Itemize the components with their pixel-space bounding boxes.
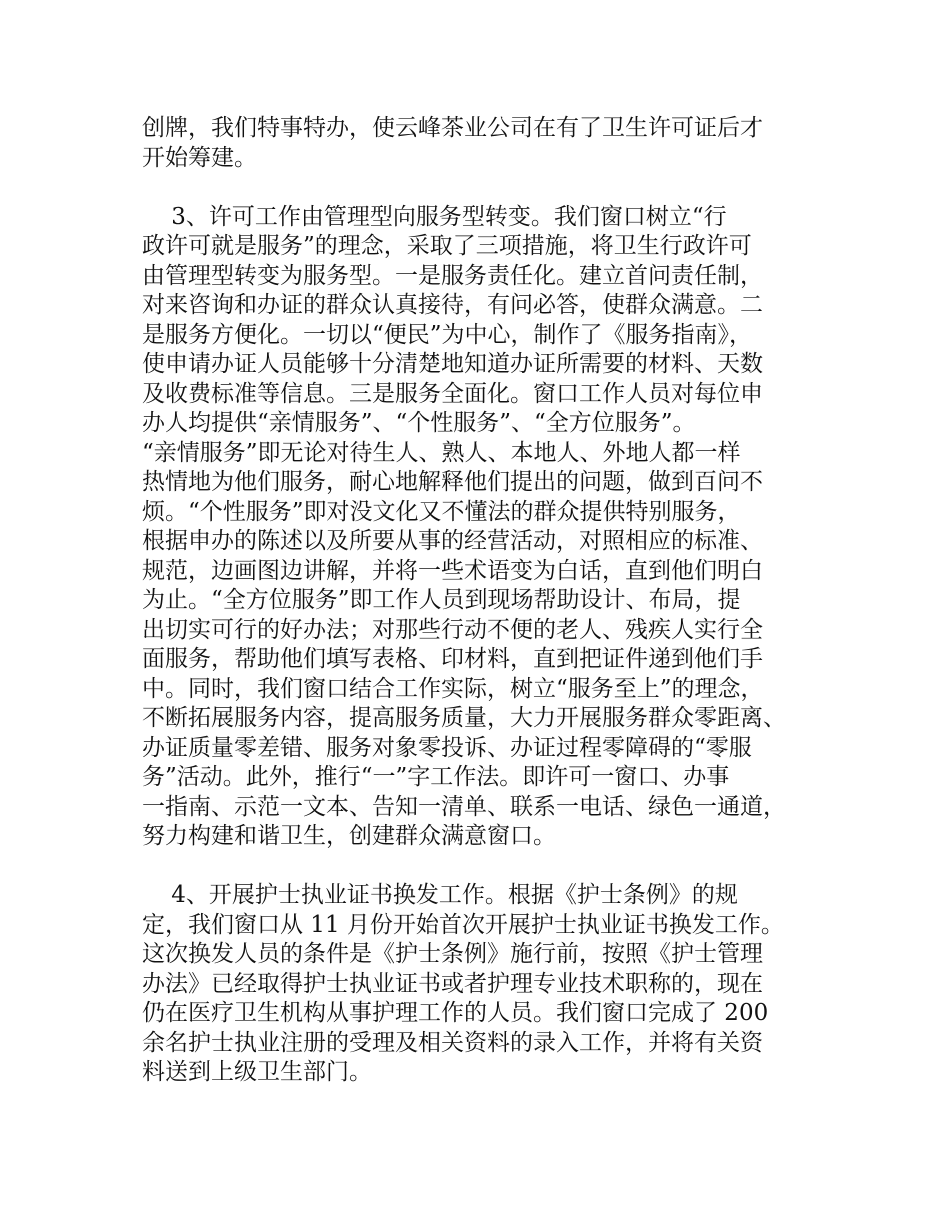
text-line: 对来咨询和办证的群众认真接待，有问必答，使群众满意。二 (142, 292, 763, 318)
text-line: 面服务，帮助他们填写表格、印材料，直到把证件递到他们手 (142, 646, 763, 672)
document-body (142, 114, 842, 1088)
text-line: 烦。“个性服务”即对没文化又不懂法的群众提供特别服务， (142, 498, 741, 525)
text-line: 中。同时，我们窗口结合工作实际，树立“服务至上”的理念， (142, 675, 764, 702)
text-line: 一指南、示范一文本、告知一清单、联系一电话、绿色一通道， (142, 793, 786, 820)
text-line: 这次换发人员的条件是《护士条例》施行前，按照《护士管理 (142, 941, 763, 967)
text-line: 定，我们窗口从 11 月份开始首次开展护士执业证书换发工作。 (142, 911, 784, 938)
text-line: 政许可就是服务”的理念，采取了三项措施，将卫生行政许可 (142, 233, 752, 259)
text-line: 为止。“全方位服务”即工作人员到现场帮助设计、布局，提 (142, 587, 741, 613)
intro-paragraph (142, 114, 842, 173)
text-line: 余名护士执业注册的受理及相关资料的录入工作，并将有关资 (142, 1029, 763, 1056)
text-line: 是服务方便化。一切以“便民”为中心，制作了《服务指南》， (142, 321, 753, 348)
text-line: 料送到上级卫生部门。 (142, 1059, 372, 1085)
text-line: 使申请办证人员能够十分清楚地知道办证所需要的材料、天数 (142, 351, 763, 377)
text-line: 努力构建和谐卫生，创建群众满意窗口。 (142, 823, 556, 849)
text-line: 及收费标准等信息。三是服务全面化。窗口工作人员对每位申 (142, 380, 763, 407)
text-line: 创牌，我们特事特办，使云峰茶业公司在有了卫生许可证后才 (142, 115, 763, 141)
paragraph-gap (142, 173, 842, 203)
text-line: 务”活动。此外，推行“一”字工作法。即许可一窗口、办事 (142, 764, 730, 790)
text-line: 3、许可工作由管理型向服务型转变。我们窗口树立“行 (142, 203, 727, 230)
text-line: 办证质量零差错、服务对象零投诉、办证过程零障碍的“零服 (142, 734, 752, 761)
text-line: 根据申办的陈述以及所要从事的经营活动，对照相应的标准、 (142, 528, 763, 554)
text-line: “亲情服务”即无论对待生人、熟人、本地人、外地人都一样 (142, 439, 741, 466)
paragraph-gap (142, 852, 842, 882)
text-line: 办人均提供“亲情服务”、“个性服务”、“全方位服务”。 (142, 410, 696, 436)
text-line: 开始筹建。 (142, 144, 257, 171)
text-line: 规范，边画图边讲解，并将一些术语变为白话，直到他们明白 (142, 557, 763, 584)
text-line: 出切实可行的好办法；对那些行动不便的老人、残疾人实行全 (142, 616, 763, 643)
section-4-paragraph (142, 881, 842, 1088)
text-line: 不断拓展服务内容，提高服务质量，大力开展服务群众零距离、 (142, 705, 786, 731)
section-3-paragraph (142, 203, 842, 852)
text-line: 仍在医疗卫生机构从事护理工作的人员。我们窗口完成了 200 (142, 1000, 769, 1026)
text-line: 热情地为他们服务，耐心地解释他们提出的问题，做到百问不 (142, 469, 763, 495)
text-line: 由管理型转变为服务型。一是服务责任化。建立首问责任制， (142, 262, 763, 289)
text-line: 办法》已经取得护士执业证书或者护理专业技术职称的，现在 (142, 970, 763, 997)
text-line: 4、开展护士执业证书换发工作。根据《护士条例》的规 (142, 882, 738, 908)
